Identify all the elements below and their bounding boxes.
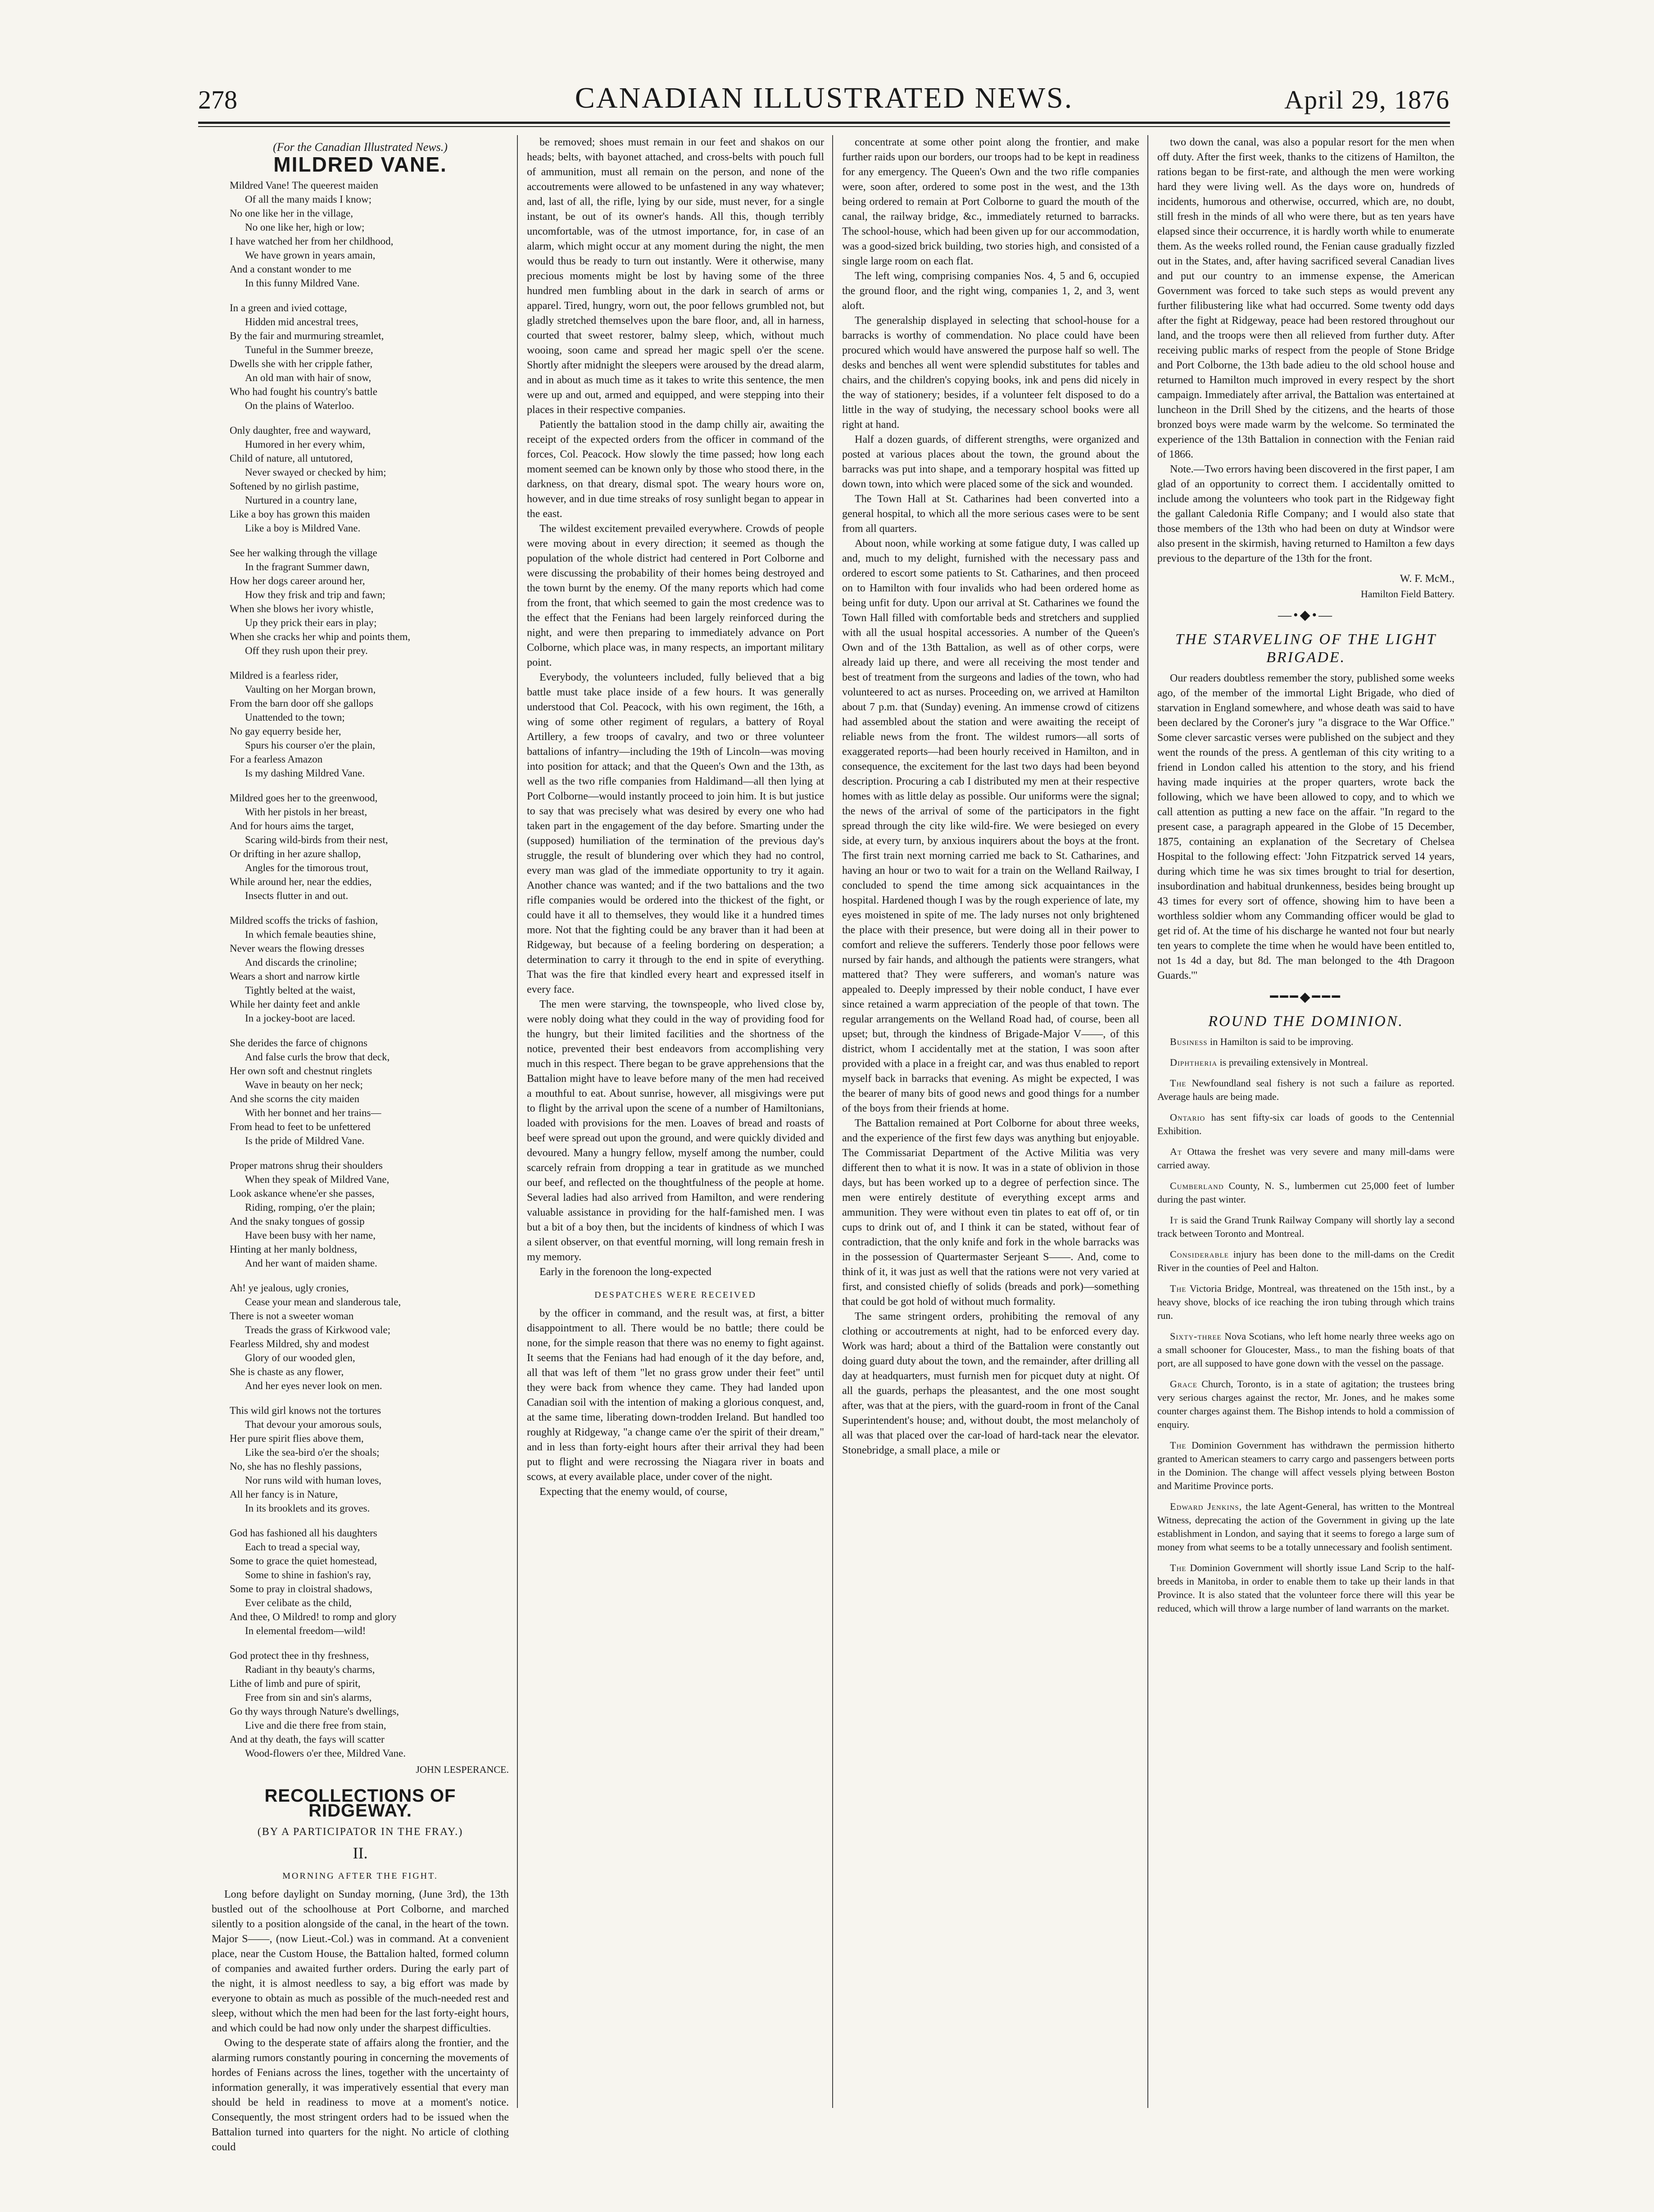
- paragraph: Owing to the desperate state of affairs along the frontier, and the alarming rumors constantly pouring in concerning the movements of hordes of Fenians across the lines, together with the uncertainty of information generally, it was imperatively essential that every man should be held in readiness to move at a moment's notice. Consequently, the most stringent orders had to be issued when the Battalion turned into quarters for the night. No article of clothing could: [212, 2037, 509, 2153]
- poem-line: While around her, near the eddies,: [230, 876, 372, 887]
- ornament-divider: —•◆•—: [1278, 608, 1334, 622]
- article-byline: (BY A PARTICIPATOR IN THE FRAY.): [257, 1826, 463, 1838]
- poem-title: MILDRED VANE.: [273, 153, 447, 176]
- poem-line: In which female beauties shine,: [245, 929, 376, 940]
- poem-line: From head to feet to be unfettered: [230, 1121, 371, 1132]
- poem-line: Her pure spirit flies above them,: [230, 1433, 364, 1444]
- poem-line: And thee, O Mildred! to romp and glory: [230, 1611, 397, 1622]
- issue-date: April 29, 1876: [1284, 85, 1450, 114]
- poem-line: Or drifting in her azure shallop,: [230, 848, 361, 859]
- poem-stanza: [230, 791, 509, 903]
- poem-line: In this funny Mildred Vane.: [245, 277, 360, 289]
- poem-line: Proper matrons shrug their shoulders: [230, 1160, 383, 1171]
- poem-line: Hidden mid ancestral trees,: [245, 316, 358, 327]
- news-item: [1157, 1248, 1455, 1275]
- poem-line: With her bonnet and her trains—: [245, 1107, 381, 1118]
- poem-line: God has fashioned all his daughters: [230, 1527, 377, 1539]
- poem-line: Mildred Vane! The queerest maiden: [230, 180, 378, 191]
- poem-line: In elemental freedom—wild!: [245, 1625, 366, 1636]
- news-item: [1157, 1145, 1455, 1172]
- poem-line: Only daughter, free and wayward,: [230, 425, 371, 436]
- poem-line: Mildred is a fearless rider,: [230, 670, 339, 681]
- poem-line: When they speak of Mildred Vane,: [245, 1174, 390, 1185]
- poem-line: This wild girl knows not the tortures: [230, 1405, 381, 1416]
- poem-stanza: [230, 178, 509, 290]
- poem-stanza: [230, 1404, 509, 1515]
- news-item-text: Newfoundland seal fishery is not such a failure as reported. Average hauls are being made.: [1157, 1077, 1455, 1102]
- poem-line: Vaulting on her Morgan brown,: [245, 684, 376, 695]
- poem-line: An old man with hair of snow,: [245, 372, 372, 383]
- poem-line: Dwells she with her cripple father,: [230, 358, 373, 369]
- page-header: [198, 71, 1450, 130]
- poem-line: When she blows her ivory whistle,: [230, 603, 374, 614]
- poem-line: We have grown in years amain,: [245, 250, 376, 261]
- poem-line: And discards the crinoline;: [245, 957, 357, 968]
- news-item-text: Church, Toronto, is in a state of agitation; the trustees bring very serious charges against the rector, Mr. Jones, and he makes some counter charges against them. The Bishop intends to hold a commission of enquiry.: [1157, 1378, 1455, 1430]
- news-item-lead: Grace: [1170, 1378, 1197, 1390]
- poem-line: Live and die there free from stain,: [245, 1720, 386, 1731]
- news-item-lead: At: [1170, 1146, 1183, 1157]
- poem-line: No one like her in the village,: [230, 208, 353, 219]
- poem-line: Each to tread a special way,: [245, 1541, 360, 1553]
- article-body: [1157, 671, 1455, 983]
- poem-stanza: [230, 1649, 509, 1760]
- article-body: [527, 1306, 824, 1499]
- poem-intro: (For the Canadian Illustrated News.): [273, 141, 448, 154]
- poem-line: No gay equerry beside her,: [230, 726, 341, 737]
- poem-line: Softened by no girlish pastime,: [230, 481, 359, 492]
- poem-line: I have watched her from her childhood,: [230, 236, 394, 247]
- news-item-text: County, N. S., lumbermen cut 25,000 feet of lumber during the past winter.: [1157, 1180, 1455, 1205]
- poem-line: How they frisk and trip and fawn;: [245, 589, 385, 600]
- article-body: [527, 135, 824, 1280]
- paragraph: Patiently the battalion stood in the damp chilly air, awaiting the receipt of the expected orders from the officer in command of the forces, Col. Peacock. How slowly the time passed; how long each moment seemed can be known only by those who stood there, in the darkness, on that dreary, dismal spot. The weary hours wore on, however, and in due time streaks of rosy sunlight began to appear in the east.: [527, 419, 824, 520]
- news-item-text: has sent fifty-six car loads of goods to the Centennial Exhibition.: [1157, 1112, 1455, 1136]
- poem-line: God protect thee in thy freshness,: [230, 1650, 369, 1661]
- poem-line: While her dainty feet and ankle: [230, 999, 360, 1010]
- poem-line: Spurs his courser o'er the plain,: [245, 740, 376, 751]
- poem-line: Lithe of limb and pure of spirit,: [230, 1678, 361, 1689]
- signature: W. F. McM.,: [1400, 573, 1455, 585]
- article-body: [1157, 135, 1455, 566]
- paragraph: The Town Hall at St. Catharines had been converted into a general hospital, to which all the more serious cases were to be sent from all quarters.: [842, 493, 1139, 535]
- paragraph: Our readers doubtless remember the story, published some weeks ago, of the member of the immortal Light Brigade, who died of starvation in England somewhere, and whose death was said to have been declared by the Coroner's jury "a disgrace to the War Office." Some clever sarcastic verses were published on the subject and they went the rounds of the press. A gentleman of this city writing to a friend in London called his attention to the story, and his friend having made inquiries at the proper quarters, wrote back the following, which we have been allowed to copy, and to which we call attention as putting a new face on the affair. "In regard to the present case, a paragraph appeared in the Globe of 15 December, 1875, containing an explanation of the Secretary of Chelsea Hospital to the following effect: 'John Fitzpatrick served 14 years, during which time he was six times brought to trial for desertion, insubordination and habitual drunkenness, besides being brought up 43 times for every sort of offence, showing him to have been a worthless soldier whom any Commanding officer would be glad to get rid of. At the time of his discharge he wanted not four but nearly ten years to complete the time when he would have been entitled to, not 1s 4d a day, but 8d. The man belonged to the 4th Dragoon Guards.'": [1157, 672, 1455, 981]
- news-item-lead: The: [1170, 1283, 1187, 1294]
- news-item-lead: It: [1170, 1214, 1178, 1226]
- poem-line: In a green and ivied cottage,: [230, 302, 347, 313]
- poem-body: [212, 178, 509, 1760]
- poem-line: She derides the farce of chignons: [230, 1037, 367, 1049]
- news-item-lead: Edward Jenkins,: [1170, 1501, 1242, 1512]
- poem-line: Radiant in thy beauty's charms,: [245, 1664, 375, 1675]
- header-rule: [198, 122, 1450, 124]
- paragraph: The left wing, comprising companies Nos. 4, 5 and 6, occupied the ground floor, and the right wing, companies 1, 2, and 3, went aloft.: [842, 270, 1139, 312]
- news-item-lead: Ontario: [1170, 1112, 1205, 1123]
- poem-line: Cease your mean and slanderous tale,: [245, 1296, 401, 1308]
- poem-line: And for hours aims the target,: [230, 820, 354, 831]
- news-item-text: Nova Scotians, who left home nearly three weeks ago on a small schooner for Gloucester, Mass., to man the fishing boats of that port, are all supposed to have gone down with the vessel on the passage.: [1157, 1331, 1455, 1369]
- news-item-lead: The: [1170, 1077, 1187, 1089]
- poem-stanza: [230, 546, 509, 658]
- paragraph: Note.—Two errors having been discovered in the first paper, I am glad of an opportunity to correct them. I accidentally omitted to include among the volunteers who took part in the Ridgeway fight the gallant Caledonia Rifle Company; and I would also state that those members of the 13th who had been on duty at Windsor were also present in the skirmish, having returned to Hamilton a few days previous to the departure of the 13th for the front.: [1157, 463, 1455, 564]
- poem-line: Who had fought his country's battle: [230, 386, 377, 397]
- news-item: [1157, 1330, 1455, 1370]
- poem-line: And at thy death, the fays will scatter: [230, 1734, 385, 1745]
- poem-line: Mildred goes her to the greenwood,: [230, 792, 378, 804]
- section-heading: DESPATCHES WERE RECEIVED: [594, 1290, 757, 1300]
- poem-line: Like the sea-bird o'er the shoals;: [245, 1447, 380, 1458]
- news-item: [1157, 1500, 1455, 1554]
- column-1: [212, 135, 509, 2153]
- news-item: [1157, 1179, 1455, 1206]
- poem-line: Angles for the timorous trout,: [245, 862, 369, 873]
- article-part: II.: [353, 1844, 368, 1862]
- poem-line: Treads the grass of Kirkwood vale;: [245, 1324, 391, 1335]
- poem-line: Nor runs wild with human loves,: [245, 1475, 381, 1486]
- poem-line: Her own soft and chestnut ringlets: [230, 1065, 372, 1076]
- news-item-text: the late Agent-General, has written to the Montreal Witness, deprecating the action of the Government in giving up the late establishment in London, and saying that it seems to forego a large sum of money from what seems to be a totally unnecessary and foolish sentiment.: [1157, 1501, 1455, 1553]
- poem-line: Ever celibate as the child,: [245, 1597, 352, 1608]
- news-item-text: Victoria Bridge, Montreal, was threatened on the 15th inst., by a heavy shove, blocks of ice reaching the iron tubing through which trains run.: [1157, 1283, 1455, 1321]
- paragraph: Half a dozen guards, of different strengths, were organized and posted at various places about the town, the ground about the barracks was put into shape, and a temporary hospital was fitted up down town, into which were placed some of the sick and wounded.: [842, 434, 1139, 490]
- news-item-lead: The: [1170, 1562, 1187, 1573]
- paragraph: by the officer in command, and the result was, at first, a bitter disappointment to all. There would be no battle; there could be none, for the simple reason that there was no enemy to fight against. It seems that the Fenians had had enough of it the day before, and, all that was left of them "let no grass grow under their feet" until they were back from whence they came. They had landed upon Canadian soil with the intention of making a glorious conquest, and, at the same time, liberating down-trodden Ireland. But handled too roughly at Ridgeway, "a change came o'er the spirit of their dream," and in less than forty-eight hours after their arrival they had been put to flight and were recrossing the Niagara river in boats and scows, at every available place, under cover of the night.: [527, 1308, 824, 1483]
- news-item-lead: Cumberland: [1170, 1180, 1224, 1191]
- poem-line: Is the pride of Mildred Vane.: [245, 1135, 365, 1146]
- poem-line: For a fearless Amazon: [230, 754, 323, 765]
- poem-line: Some to shine in fashion's ray,: [245, 1569, 371, 1581]
- news-item-lead: Diphtheria: [1170, 1057, 1218, 1068]
- news-item: [1157, 1111, 1455, 1138]
- article-body: [212, 1887, 509, 2155]
- paragraph: Early in the forenoon the long-expected: [539, 1266, 711, 1278]
- news-list: [1157, 1035, 1455, 1615]
- poem-line: Unattended to the town;: [245, 712, 345, 723]
- news-item-text: is prevailing extensively in Montreal.: [1217, 1057, 1368, 1068]
- poem-line: When she cracks her whip and points them,: [230, 631, 411, 642]
- news-item: [1157, 1561, 1455, 1615]
- poem-stanza: [230, 1281, 509, 1393]
- news-item: [1157, 1035, 1455, 1049]
- news-item: [1157, 1076, 1455, 1104]
- news-item-text: in Hamilton is said to be improving.: [1207, 1036, 1354, 1047]
- paragraph: Everybody, the volunteers included, fully believed that a big battle must take place inside of a few hours. It was generally understood that Col. Peacock, with his own regiment, the 16th, a wing of some other regiment of regulars, a battery of Royal Artillery, a few troops of cavalry, and two or three volunteer battalions of infantry—including the 19th of Lincoln—was moving into position for attack; and that the Queen's Own and the 13th, as well as the two rifle companies from Haldimand—all then lying at Port Colborne—would instantly proceed to join him. It is but justice to say that was precisely what was desired by every one who had taken part in the engagement of the day before. Smarting under the (supposed) humiliation of the termination of the previous day's struggle, the result of blundering over which they had no control, every man was glad of the immediate opportunity to try it again. Another chance was wanted; and if the two battalions and the two rifle companies would be ordered into the thickest of the fight, or could have it all to themselves, they would like it a hundred times more. Not that the fighting could be any braver than it had been at Ridgeway, but because of a feeling bordering on desperation; a determination to carry it through to the end in spite of everything. That was the fire that kindled every heart and expressed itself in every face.: [527, 672, 824, 995]
- column-3: [842, 135, 1139, 2117]
- poem-line: From the barn door off she gallops: [230, 698, 373, 709]
- poem-stanza: [230, 301, 509, 413]
- column-rule: [1147, 135, 1148, 2108]
- news-item: [1157, 1056, 1455, 1069]
- news-item: [1157, 1377, 1455, 1431]
- poem-line: Never swayed or checked by him;: [245, 467, 386, 478]
- news-item-lead: Business: [1170, 1036, 1208, 1047]
- poem-line: No, she has no fleshly passions,: [230, 1461, 362, 1472]
- poem-line: Glory of our wooded glen,: [245, 1352, 355, 1363]
- poem-line: And her want of maiden shame.: [245, 1258, 377, 1269]
- poem-line: Child of nature, all untutored,: [230, 453, 353, 464]
- poem-author: JOHN LESPERANCE.: [416, 1764, 509, 1775]
- masthead: CANADIAN ILLUSTRATED NEWS.: [575, 82, 1074, 114]
- poem-line: Mildred scoffs the tricks of fashion,: [230, 915, 378, 926]
- poem-stanza: [230, 1036, 509, 1148]
- poem-line: Off they rush upon their prey.: [245, 645, 368, 656]
- poem-line: And false curls the brow that deck,: [245, 1051, 390, 1063]
- signature-unit: Hamilton Field Battery.: [1360, 588, 1455, 600]
- section-title: THE STARVELING OF THE LIGHT BRIGADE.: [1175, 631, 1437, 666]
- poem-line: See her walking through the village: [230, 547, 377, 559]
- poem-stanza: [230, 668, 509, 780]
- poem-line: And she scorns the city maiden: [230, 1093, 360, 1104]
- section-heading: MORNING AFTER THE FIGHT.: [282, 1871, 438, 1881]
- poem-line: Never wears the flowing dresses: [230, 943, 364, 954]
- poem-line: Humored in her every whim,: [245, 439, 365, 450]
- paragraph: The men were starving, the townspeople, who lived close by, were nobly doing what they could in the way of providing food for the hungry, but their limited facilities and the shortness of the notice, prevented their best endeavors from accomplishing very much in this respect. There began to be grave apprehensions that the Battalion might have to leave before many of the men had received a mouthful to eat. About sunrise, however, all misgivings were put to flight by the arrival upon the scene of a number of Hamiltonians, loaded with provisions for the men. Loaves of bread and roasts of beef were spread out upon the ground, and were quickly divided and devoured. Many a hungry fellow, myself among the number, could scarcely refrain from dropping a tear in gratitude as we munched our beef, and reflected on the thoughtfulness of the people at home. Several ladies had also arrived from Hamilton, and were rendering valuable assistance in providing for the half-famished men. I was but a bit of a boy then, but the incidents of kindness of which I was a silent observer, on that eventful morning, will long remain fresh in my memory.: [527, 999, 824, 1263]
- poem-line: Wears a short and narrow kirtle: [230, 971, 360, 982]
- poem-line: She is chaste as any flower,: [230, 1366, 344, 1377]
- poem-line: No one like her, high or low;: [245, 222, 365, 233]
- poem-line: That devour your amorous souls,: [245, 1419, 382, 1430]
- poem-line: Of all the many maids I know;: [245, 194, 372, 205]
- poem-line: Some to grace the quiet homestead,: [230, 1555, 377, 1567]
- poem-line: And the snaky tongues of gossip: [230, 1216, 365, 1227]
- news-item-text: is said the Grand Trunk Railway Company will shortly lay a second track between Toronto and Montreal.: [1157, 1214, 1455, 1239]
- news-item-text: Dominion Government has withdrawn the permission hitherto granted to American steamers to carry cargo and passengers between ports in the Dominion. The change will affect vessels plying between Boston and Maritime Province ports.: [1157, 1440, 1455, 1491]
- news-item-text: injury has been done to the mill-dams on the Credit River in the counties of Peel and Halton.: [1157, 1249, 1455, 1273]
- paragraph: The same stringent orders, prohibiting the removal of any clothing or accoutrements at night, had to be enforced every day. Work was hard; about a third of the Battalion were constantly out doing guard duty about the town, and the remainder, after drilling all day at headquarters, must furnish men for picquet duty at night. Of all the guards, perhaps the pleasantest, and the one most sought after, was that at the piers, with the guard-room in front of the Canal Superintendent's house; and, without doubt, the most melancholy of all was that placed over the car-load of hard-tack near the elevator. Stonebridge, a small place, a mile or: [842, 1311, 1139, 1456]
- poem-line: How her dogs career around her,: [230, 575, 365, 586]
- poem-line: All her fancy is in Nature,: [230, 1489, 338, 1500]
- poem-line: Some to pray in cloistral shadows,: [230, 1583, 372, 1594]
- news-item-lead: The: [1170, 1440, 1187, 1451]
- paragraph: Long before daylight on Sunday morning, (June 3rd), the 13th bustled out of the schoolhouse at Port Colborne, and marched silently to a position alongside of the canal, in the heart of the town. Major S——, (now Lieut.-Col.) was in command. At a convenient place, near the Custom House, the Battalion halted, formed column of companies and awaited further orders. During the early part of the night, it is almost needless to say, a big effort was made by everyone to obtain as much as possible of the much-needed rest and sleep, without which the men had been for the last forty-eight hours, and which could be had now only under the sharpest difficulties.: [212, 1889, 509, 2034]
- poem-line: Like a boy has grown this maiden: [230, 509, 370, 520]
- poem-line: There is not a sweeter woman: [230, 1310, 354, 1322]
- poem-stanza: [230, 1526, 509, 1638]
- poem-line: On the plains of Waterloo.: [245, 400, 354, 411]
- poem-line: And a constant wonder to me: [230, 263, 352, 275]
- news-item-text: Dominion Government will shortly issue Land Scrip to the half-breeds in Manitoba, in order to enable them to take up their lands in that Province. It is also stated that the volunteer force there will this year be reduced, which will throw a large number of land warrants on the market.: [1157, 1562, 1455, 1614]
- poem-line: Riding, romping, o'er the plain;: [245, 1202, 376, 1213]
- poem-line: Have been busy with her name,: [245, 1230, 376, 1241]
- poem-line: And her eyes never look on men.: [245, 1380, 382, 1391]
- poem-stanza: [230, 423, 509, 535]
- poem-line: In its brooklets and its groves.: [245, 1503, 370, 1514]
- poem-stanza: [230, 1158, 509, 1270]
- column-rule: [517, 135, 518, 2108]
- poem-line: In a jockey-boot are laced.: [245, 1013, 355, 1024]
- article-body: [842, 135, 1139, 1458]
- paragraph: The Battalion remained at Port Colborne for about three weeks, and the experience of the first few days was anything but enjoyable. The Commissariat Department of the Active Militia was very different then to what it is now. It was in a state of oblivion in those days, but has been worked up to a degree of perfection since. The men were entirely destitute of everything except arms and ammunition. They were without even tin plates to eat off of, or tin cups to drink out of, and I think it can be stated, without fear of contradiction, that the only knife and fork in the whole barracks was in the possession of Quartermaster Serjeant S——. And, come to think of it, it was just as well that the rations were not very varied at first, and consisted chiefly of solids (breads and pork)—something that could be got hold of without much formality.: [842, 1117, 1139, 1308]
- poem-line: Hinting at her manly boldness,: [230, 1244, 357, 1255]
- article-title: RECOLLECTIONS OF RIDGEWAY.: [264, 1786, 456, 1821]
- poem-line: Ah! ye jealous, ugly cronies,: [230, 1282, 349, 1294]
- paragraph: concentrate at some other point along the frontier, and make further raids upon our borders, our troops had to be kept in readiness for any emergency. The Queen's Own and the two rifle companies were, soon after, ordered to some post in the west, and the 13th being ordered to remain at Port Colborne to guard the mouth of the canal, the railway bridge, &c., immediately returned to barracks. The school-house, which had been given up for our accommodation, was a good-sized brick building, two stories high, and consisted of a single large room on each flat.: [842, 136, 1139, 267]
- paragraph: The generalship displayed in selecting that school-house for a barracks is worthy of commendation. No place could have been procured which would have answered the purpose half so well. The desks and benches all went were splendid substitutes for tables and chairs, and the children's copying books, ink and pens did nicely in the way of stationery; besides, if a volunteer felt disposed to do a little in the way of studying, the necessary school books were all right at hand.: [842, 315, 1139, 431]
- poem-line: Go thy ways through Nature's dwellings,: [230, 1706, 399, 1717]
- poem-line: Insects flutter in and out.: [245, 890, 349, 901]
- news-item-text: Ottawa the freshet was very severe and many mill-dams were carried away.: [1157, 1146, 1455, 1171]
- poem-line: With her pistols in her breast,: [245, 806, 367, 818]
- news-item: [1157, 1282, 1455, 1322]
- poem-line: Fearless Mildred, shy and modest: [230, 1338, 369, 1349]
- header-rule-thin: [198, 126, 1450, 127]
- paragraph: Expecting that the enemy would, of course,: [539, 1486, 728, 1498]
- news-item-lead: Sixty-three: [1170, 1331, 1222, 1342]
- poem-line: By the fair and murmuring streamlet,: [230, 330, 384, 341]
- poem-line: Tuneful in the Summer breeze,: [245, 344, 373, 355]
- poem-line: Wood-flowers o'er thee, Mildred Vane.: [245, 1748, 406, 1759]
- poem-line: Is my dashing Mildred Vane.: [245, 768, 365, 779]
- column-4: [1157, 135, 1455, 2117]
- poem-line: Like a boy is Mildred Vane.: [245, 522, 361, 534]
- paragraph: be removed; shoes must remain in our feet and shakos on our heads; belts, with bayonet attached, and cross-belts with pouch full of ammunition, must all remain on the person, and none of the accoutrements were allowed to be unfastened in any way whatever; and, last of all, the rifle, lying by our side, must never, for a single instant, be out of its owner's hands. All this, though terribly uncomfortable, was of the utmost importance, for, in case of an alarm, which might occur at any moment during the night, the men would thus be ready to turn out instantly. Were it otherwise, many precious moments might be lost by having some of the three hundred men fumbling about in the dark in search of arms or apparel. Tired, hungry, worn out, the poor fellows grumbled not, but gladly stretched themselves upon the bare floor, and, all in harness, courted that sweet restorer, balmy sleep, which, without much wooing, soon came and spread her magic spell o'er the scene. Shortly after midnight the sleepers were aroused by the dread alarm, and in about as much time as it takes to write this sentence, the men were up and out, armed and equipped, and were stepping into their places in their respective companies.: [527, 136, 824, 416]
- poem-line: Tightly belted at the waist,: [245, 985, 356, 996]
- ornament-divider: ━━━◆━━━: [1270, 990, 1342, 1004]
- poem-line: Wave in beauty on her neck;: [245, 1079, 363, 1090]
- column-2: [527, 135, 824, 2117]
- poem-line: Nurtured in a country lane,: [245, 495, 357, 506]
- poem-line: In the fragrant Summer dawn,: [245, 561, 370, 572]
- paragraph: two down the canal, was also a popular resort for the men when off duty. After the first week, thanks to the citizens of Hamilton, the rations began to be first-rate, and although the men were working hard they were living well. As the days wore on, hundreds of incidents, humorous and otherwise, occurred, which are, no doubt, still fresh in the minds of all who were there, but as ten years have elapsed since their occurrence, it is hardly worth while to enumerate them. As the weeks rolled round, the Fenian cause gradually fizzled out in the States, and, after having sacrificed several Canadian lives and put our country to an immense expense, the American Government was forced to take such steps as would prevent any further filibustering like what had occurred. Some twenty odd days after the fight at Ridgeway, peace had been restored throughout our land, and the troops were then all relieved from further duty. After receiving public marks of respect from the people of Stone Bridge and Port Colborne, the 13th bade adieu to the old school house and returned to Hamilton much improved in every respect by the short campaign. Immediately after arrival, the Battalion was entertained at luncheon in the Drill Shed by the citizens, and the hearts of those bronzed boys were made warm by the welcome. So terminated the experience of the 13th Battalion in connection with the Fenian raid of 1866.: [1157, 136, 1455, 460]
- poem-stanza: [230, 913, 509, 1025]
- paragraph: The wildest excitement prevailed everywhere. Crowds of people were moving about in every direction; it seemed as though the population of the whole district had centered in Port Colborne and were discussing the probability of their homes being destroyed and the town burnt by the enemy. Of the many reports which had come from the front, that which seemed to gain the most credence was to the effect that the Fenians had been largely reinforced during the night, and were then preparing to immediately advance on Port Colborne, which place was, in many respects, an important military point.: [527, 523, 824, 668]
- poem-line: Scaring wild-birds from their nest,: [245, 834, 388, 845]
- column-rule: [832, 135, 833, 2108]
- section-title: ROUND THE DOMINION.: [1208, 1013, 1404, 1030]
- poem-line: Look askance whene'er she passes,: [230, 1188, 375, 1199]
- news-item-lead: Considerable: [1170, 1249, 1229, 1260]
- page-number: 278: [198, 85, 237, 114]
- news-item: [1157, 1439, 1455, 1493]
- poem-line: Free from sin and sin's alarms,: [245, 1692, 372, 1703]
- poem-line: Up they prick their ears in play;: [245, 617, 377, 628]
- paragraph: About noon, while working at some fatigue duty, I was called up and, much to my delight, furnished with the necessary pass and ordered to escort some patients to St. Catharines, and then proceed on to Hamilton with four invalids who had been ordered home as being unfit for duty. Upon our arrival at St. Catharines we found the Town Hall filled with comfortable beds and stretchers and supplied with all the usual hospital accessories. A number of the Queen's Own and of the 13th Battalion, as well as of other corps, were already laid up there, and were all receiving the most tender and best of treatment from the surgeons and ladies of the town, who had volunteered to act as nurses. Proceeding on, we arrived at Hamilton about 7 p.m. that (Sunday) evening. An immense crowd of citizens had assembled about the station and were awaiting the receipt of reliable news from the front. The wildest rumors—all sorts of exaggerated reports—had been hourly received in Hamilton, and in consequence, the excitement for the last two days had been beyond description. Procuring a cab I distributed my men at their respective homes with as little delay as possible. Our uniforms were the signal; the news of the arrival of some of the participators in the fight spread through the city like wild-fire. We were besieged on every side, at every turn, by anxious inquirers about the boys at the front. The first train next morning carried me back to St. Catharines, and having an hour or two to wait for a train on the Welland Railway, I concluded to spend the time among sick acquaintances in the hospital. Hardened though I was by the rough experience of late, my eyes moistened in spite of me. The lady nurses not only brightened the place with their presence, but were doing all in their power to comfort and relieve the sufferers. Tenderly those poor fellows were nursed by fair hands, and although the patients were strangers, what mattered that? They were sufferers, and woman's nature was appealed to. Deeply impressed by their noble conduct, I have ever since retained a warm appreciation of the people of that town. The regular arrangements on the Welland Road had, of course, been all upset; but, through the kindness of Brigade-Major V——, of this district, whom I accidentally met at the station, I was soon after provided with a place in a freight car, and was thus enabled to report myself back in barracks that evening. As might be expected, I was the bearer of many bits of good news and good things for a number of the boys from their friends at home.: [842, 538, 1139, 1114]
- news-item: [1157, 1213, 1455, 1240]
